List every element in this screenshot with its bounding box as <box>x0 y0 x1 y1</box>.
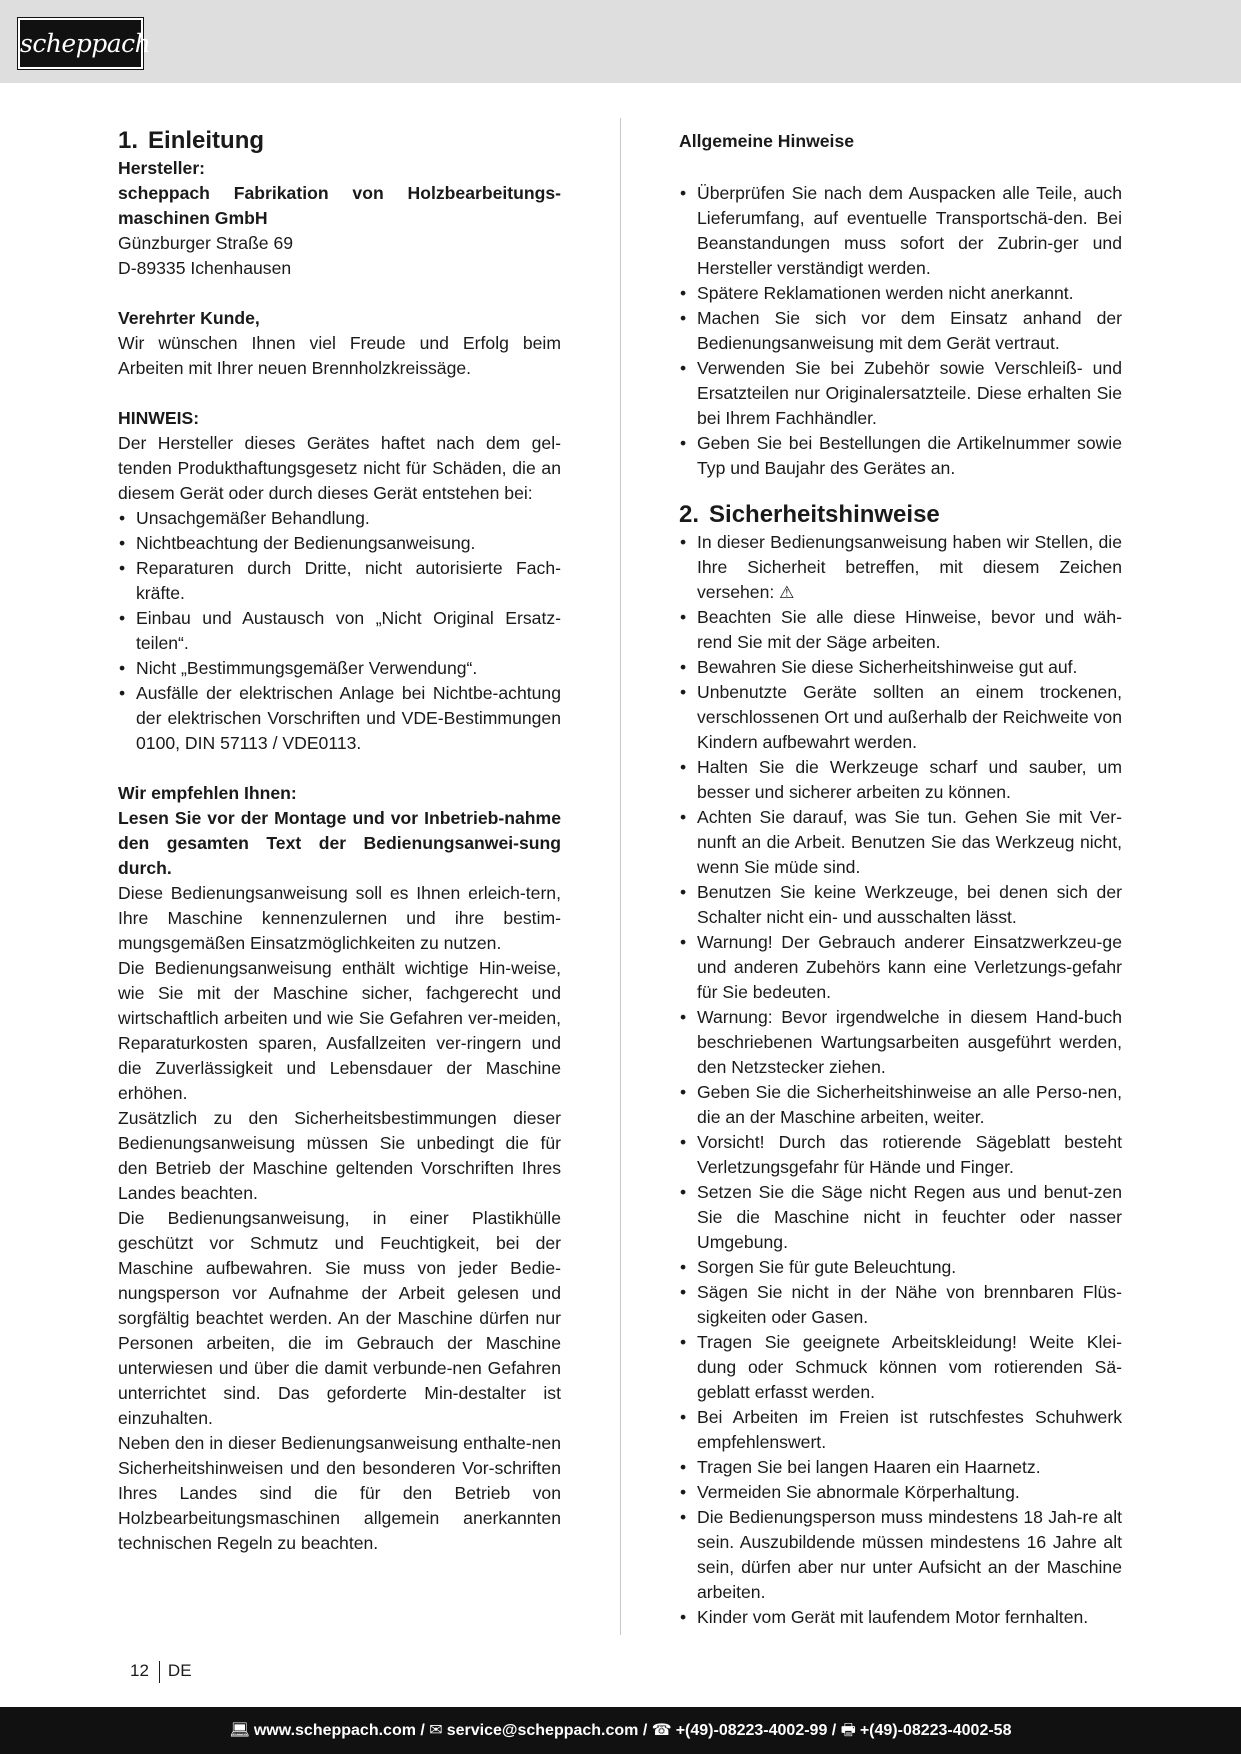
left-column <box>118 126 561 1556</box>
manufacturer-name: scheppach Fabrikation von Holzbearbeitungs-maschinen GmbH <box>118 183 561 228</box>
heading-title: Einleitung <box>148 127 265 154</box>
list-item: • Warnung! Der Gebrauch anderer Einsatzwerkzeu-ge und anderen Zubehörs kann eine Verletzungs-gefahr für Sie bedeuten. <box>679 930 1122 1005</box>
heading-title: Sicherheitshinweise <box>709 501 940 528</box>
list-item-text: In dieser Bedienungsanweisung haben wir Stellen, die Ihre Sicherheit betreffen, mit diesem Zeichen versehen: <box>697 532 1122 602</box>
list-item: • Achten Sie darauf, was Sie tun. Gehen Sie mit Ver-nunft an die Arbeit. Benutzen Sie das Werkzeug nicht, wenn Sie müde sind. <box>679 805 1122 880</box>
list-item: • Unbenutzte Geräte sollten an einem trockenen, verschlossenen Ort und außerhalb der Reichweite von Kindern aufbewahrt werden. <box>679 680 1122 755</box>
list-item <box>679 530 1122 605</box>
list-item: • Nichtbeachtung der Bedienungsanweisung. <box>118 531 561 556</box>
list-item: • Machen Sie sich vor dem Einsatz anhand der Bedienungsanweisung mit dem Gerät vertraut. <box>679 306 1122 356</box>
list-item: • Geben Sie bei Bestellungen die Artikelnummer sowie Typ und Baujahr des Gerätes an. <box>679 431 1122 481</box>
note-label: HINWEIS: <box>118 408 200 428</box>
list-item: • Vorsicht! Durch das rotierende Sägeblatt besteht Verletzungsgefahr für Hände und Finger. <box>679 1130 1122 1180</box>
note-list <box>118 506 561 756</box>
page-number: 12 <box>130 1661 149 1680</box>
scheppach-logo: scheppach <box>18 18 143 69</box>
greeting-text: Wir wünschen Ihnen viel Freude und Erfolg beim Arbeiten mit Ihrer neuen Brennholzkreissäge. <box>118 333 561 378</box>
heading-number: 2. <box>679 501 700 528</box>
list-item: • Spätere Reklamationen werden nicht anerkannt. <box>679 281 1122 306</box>
list-item: • Geben Sie die Sicherheitshinweise an alle Perso-nen, die an der Maschine arbeiten, weiter. <box>679 1080 1122 1130</box>
paragraph: Zusätzlich zu den Sicherheitsbestimmungen dieser Bedienungsanweisung müssen Sie unbedingt die für den Betrieb der Maschine geltenden Vorschriften Ihres Landes beachten. <box>118 1108 561 1203</box>
list-item: • Beachten Sie alle diese Hinweise, bevor und wäh-rend Sie mit der Säge arbeiten. <box>679 605 1122 655</box>
list-item: • Bei Arbeiten im Freien ist rutschfestes Schuhwerk empfehlenswert. <box>679 1405 1122 1455</box>
note-text: Der Hersteller dieses Gerätes haftet nach dem gel-tenden Produkthaftungsgesetz nicht für Schäden, die an diesem Gerät oder durch dieses Gerät entstehen bei: <box>118 433 561 503</box>
footer-email[interactable]: service@scheppach.com / <box>446 1722 648 1739</box>
header-bar <box>0 0 1241 83</box>
list-item: • Nicht „Bestimmungsgemäßer Verwendung“. <box>118 656 561 681</box>
general-notes-label: Allgemeine Hinweise <box>679 131 855 151</box>
list-item: • Einbau und Austausch von „Nicht Original Ersatz-teilen“. <box>118 606 561 656</box>
paragraph: Neben den in dieser Bedienungsanweisung enthalte-nen Sicherheitshinweisen und den besonderen Vor-schriften Ihres Landes sind die für den Betrieb von Holzbearbeitungsmaschinen allgemein anerkannten technischen Regeln zu beachten. <box>118 1433 561 1553</box>
page-number-separator <box>159 1661 160 1683</box>
list-item: • Tragen Sie geeignete Arbeitskleidung! Weite Klei-dung oder Schmuck können vom rotierenden Sä-geblatt erfasst werden. <box>679 1330 1122 1405</box>
heading-number: 1. <box>118 127 139 154</box>
warning-triangle-icon: ⚠ <box>779 583 795 602</box>
list-item: • Reparaturen durch Dritte, nicht autorisierte Fach-kräfte. <box>118 556 561 606</box>
right-column <box>679 126 1122 1630</box>
list-item: • Benutzen Sie keine Werkzeuge, bei denen sich der Schalter nicht ein- und ausschalten lässt. <box>679 880 1122 930</box>
email-icon: ✉︎ <box>429 1722 443 1739</box>
list-item: • Vermeiden Sie abnormale Körperhaltung. <box>679 1480 1122 1505</box>
list-item: • Die Bedienungsperson muss mindestens 18 Jah-re alt sein. Auszubildende müssen mindestens 16 Jahre alt sein, dürfen aber nur unter Aufsicht an der Maschine arbeiten. <box>679 1505 1122 1605</box>
list-item: • Sägen Sie nicht in der Nähe von brennbaren Flüs-sigkeiten oder Gasen. <box>679 1280 1122 1330</box>
section-heading-safety <box>679 500 1122 530</box>
list-item: • Warnung: Bevor irgendwelche in diesem Hand-buch beschriebenen Wartungsarbeiten ausgeführt werden, den Netzstecker ziehen. <box>679 1005 1122 1080</box>
list-item: • Verwenden Sie bei Zubehör sowie Verschleiß- und Ersatzteilen nur Originalersatzteile. Diese erhalten Sie bei Ihrem Fachhändler. <box>679 356 1122 431</box>
phone-icon: ☎ <box>651 1722 672 1739</box>
list-item: • Halten Sie die Werkzeuge scharf und sauber, um besser und sicherer arbeiten zu können. <box>679 755 1122 805</box>
column-divider <box>620 118 621 1635</box>
list-item: • Setzen Sie die Säge nicht Regen aus und benut-zen Sie die Maschine nicht in feuchter oder nasser Umgebung. <box>679 1180 1122 1255</box>
paragraph: Die Bedienungsanweisung enthält wichtige Hin-weise, wie Sie mit der Maschine sicher, fachgerecht und wirtschaftlich arbeiten und wie Sie Gefahren ver-meiden, Reparaturkosten sparen, Ausfallzeiten ver-ringern und die Zuverlässigkeit und Lebensdauer der Maschine erhöhen. <box>118 958 561 1103</box>
list-item: • Unsachgemäßer Behandlung. <box>118 506 561 531</box>
footer-fax: +(49)-08223-4002-58 <box>859 1722 1012 1739</box>
fax-icon: 🖶︎ <box>840 1722 856 1739</box>
footer-website[interactable]: www.scheppach.com / <box>253 1722 425 1739</box>
manufacturer-label: Hersteller: <box>118 158 206 178</box>
list-item: • Sorgen Sie für gute Beleuchtung. <box>679 1255 1122 1280</box>
page-language: DE <box>167 1661 192 1680</box>
general-notes-list <box>679 181 1122 481</box>
recommend-bold-text: Lesen Sie vor der Montage und vor Inbetrieb-nahme den gesamten Text der Bedienungsanwei-sung durch. <box>118 808 561 878</box>
manufacturer-city: D-89335 Ichenhausen <box>118 258 292 278</box>
recommend-label: Wir empfehlen Ihnen: <box>118 783 297 803</box>
footer-bar <box>0 1707 1241 1754</box>
safety-list <box>679 530 1122 1630</box>
list-item: • Ausfälle der elektrischen Anlage bei Nichtbe-achtung der elektrischen Vorschriften und VDE-Bestimmungen 0100, DIN 57113 / VDE0113. <box>118 681 561 756</box>
list-item: • Kinder vom Gerät mit laufendem Motor fernhalten. <box>679 1605 1122 1630</box>
manufacturer-street: Günzburger Straße 69 <box>118 233 294 253</box>
computer-icon: 💻︎ <box>229 1722 250 1739</box>
list-item: • Überprüfen Sie nach dem Auspacken alle Teile, auch Lieferumfang, auf eventuelle Transportschä-den. Bei Beanstandungen muss sofort der Zubrin-ger und Hersteller verständigt werden. <box>679 181 1122 281</box>
footer-phone: +(49)-08223-4002-99 / <box>675 1722 837 1739</box>
list-item: • Bewahren Sie diese Sicherheitshinweise gut auf. <box>679 655 1122 680</box>
section-heading-introduction <box>118 126 561 156</box>
paragraph: Diese Bedienungsanweisung soll es Ihnen erleich-tern, Ihre Maschine kennenzulernen und ihre bestim-mungsgemäßen Einsatzmöglichkeiten zu nutzen. <box>118 883 561 953</box>
page-number-block <box>130 1659 192 1683</box>
greeting: Verehrter Kunde, <box>118 308 260 328</box>
list-item: • Tragen Sie bei langen Haaren ein Haarnetz. <box>679 1455 1122 1480</box>
paragraph: Die Bedienungsanweisung, in einer Plastikhülle geschützt vor Schmutz und Feuchtigkeit, bei der Maschine aufbewahren. Sie muss von jeder Bedie-nungsperson vor Aufnahme der Arbeit gelesen und sorgfältig beachtet werden. An der Maschine dürfen nur Personen arbeiten, die im Gebrauch der Maschine unterwiesen und über die damit verbunde-nen Gefahren unterrichtet sind. Das geforderte Min-destalter ist einzuhalten. <box>118 1208 561 1428</box>
